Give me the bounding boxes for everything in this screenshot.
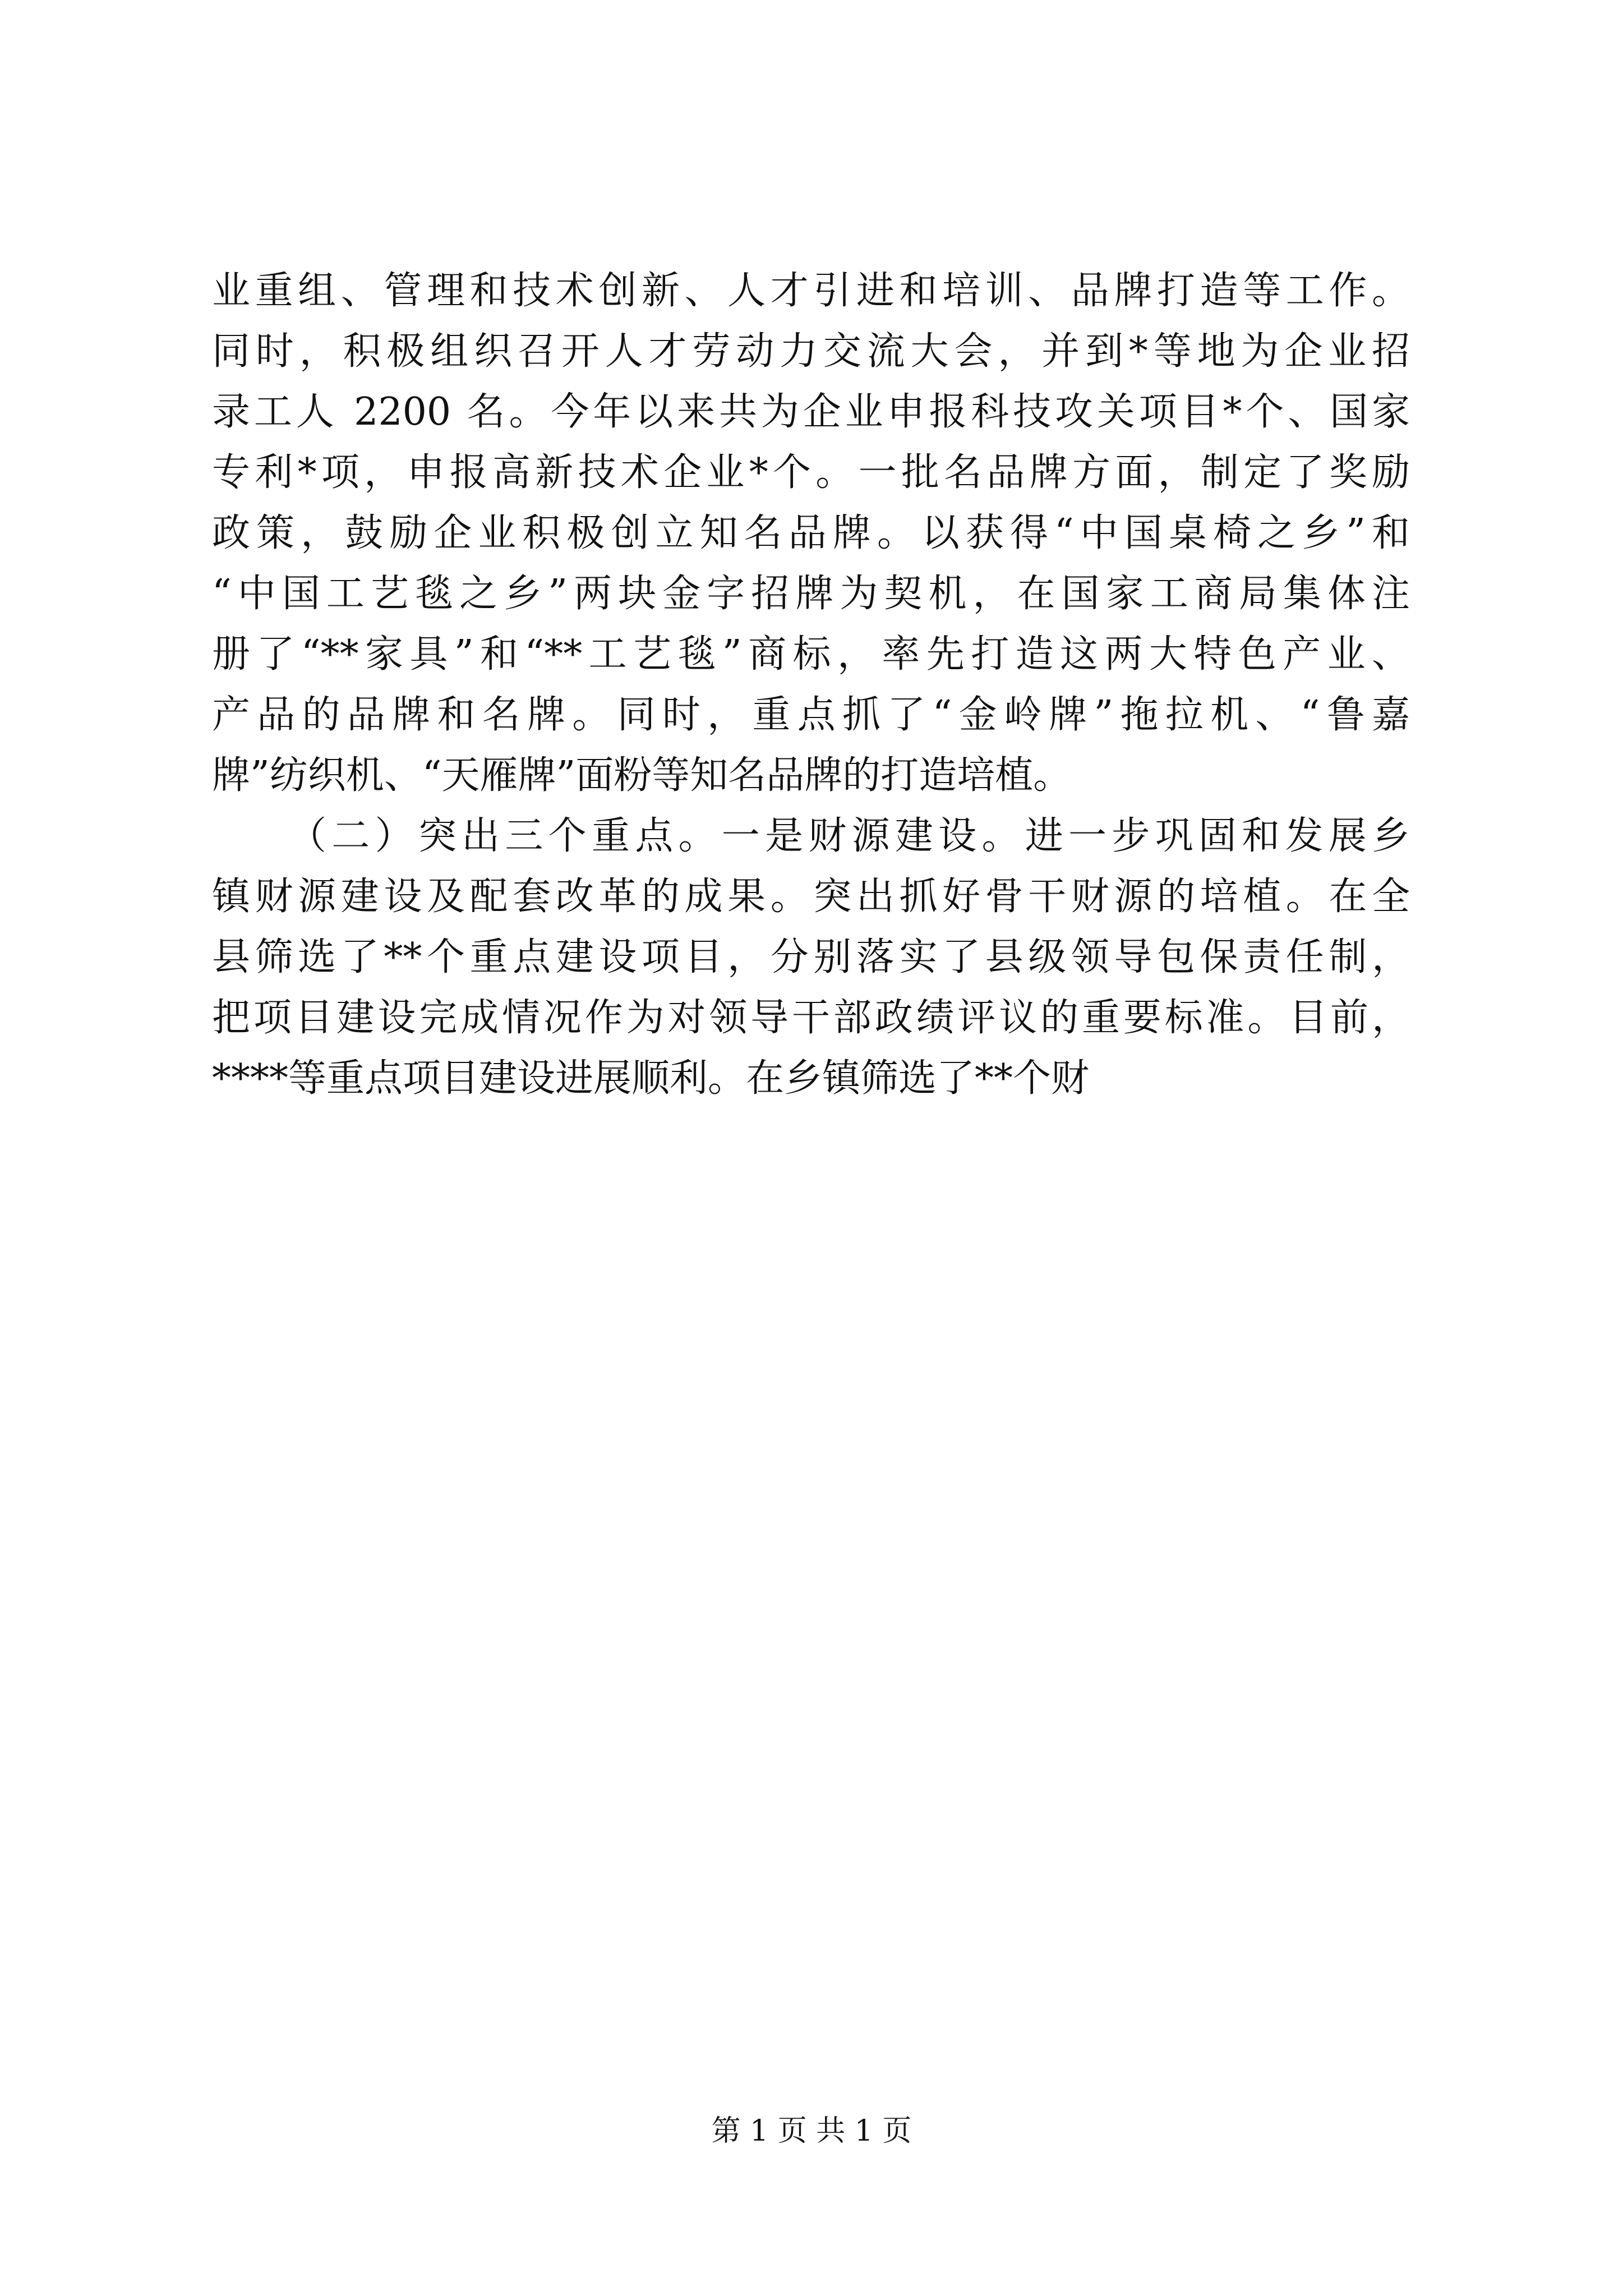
text-line: 牌”纺织机、“天雁牌”面粉等知名品牌的打造培植。 — [212, 753, 1072, 798]
text-line: 把项目建设完成情况作为对领导干部政绩评议的重要标准。目前， — [212, 996, 1410, 1040]
text-line: ****等重点项目建设进展顺利。在乡镇筛选了**个财 — [212, 1056, 1090, 1101]
text-line: 县筛选了**个重点建设项目，分别落实了县级领导包保责任制， — [212, 935, 1410, 979]
text-line: （二）突出三个重点。一是财源建设。进一步巩固和发展乡 — [288, 814, 1410, 858]
text-line: 政策，鼓励企业积极创立知名品牌。以获得“中国桌椅之乡”和 — [212, 511, 1410, 555]
document-body — [212, 261, 1410, 1109]
text-line: 镇财源建设及配套改革的成果。突出抓好骨干财源的培植。在全 — [212, 875, 1410, 919]
text-line: 录工人 2200 名。今年以来共为企业申报科技攻关项目*个、国家 — [212, 390, 1410, 434]
paragraph-2 — [212, 806, 1410, 1109]
text-line: “中国工艺毯之乡”两块金字招牌为契机，在国家工商局集体注 — [212, 572, 1410, 616]
page-footer: 第 1 页 共 1 页 — [711, 2114, 912, 2148]
paragraph-1 — [212, 261, 1410, 806]
text-line: 专利*项，申报高新技术企业*个。一批名品牌方面，制定了奖励 — [212, 450, 1410, 495]
text-line: 产品的品牌和名牌。同时，重点抓了“金岭牌”拖拉机、“鲁嘉 — [212, 693, 1410, 737]
text-line: 同时，积极组织召开人才劳动力交流大会，并到*等地为企业招 — [212, 329, 1410, 374]
text-line: 册了“**家具”和“**工艺毯”商标，率先打造这两大特色产业、 — [212, 632, 1410, 677]
text-line: 业重组、管理和技术创新、人才引进和培训、品牌打造等工作。 — [212, 269, 1410, 313]
